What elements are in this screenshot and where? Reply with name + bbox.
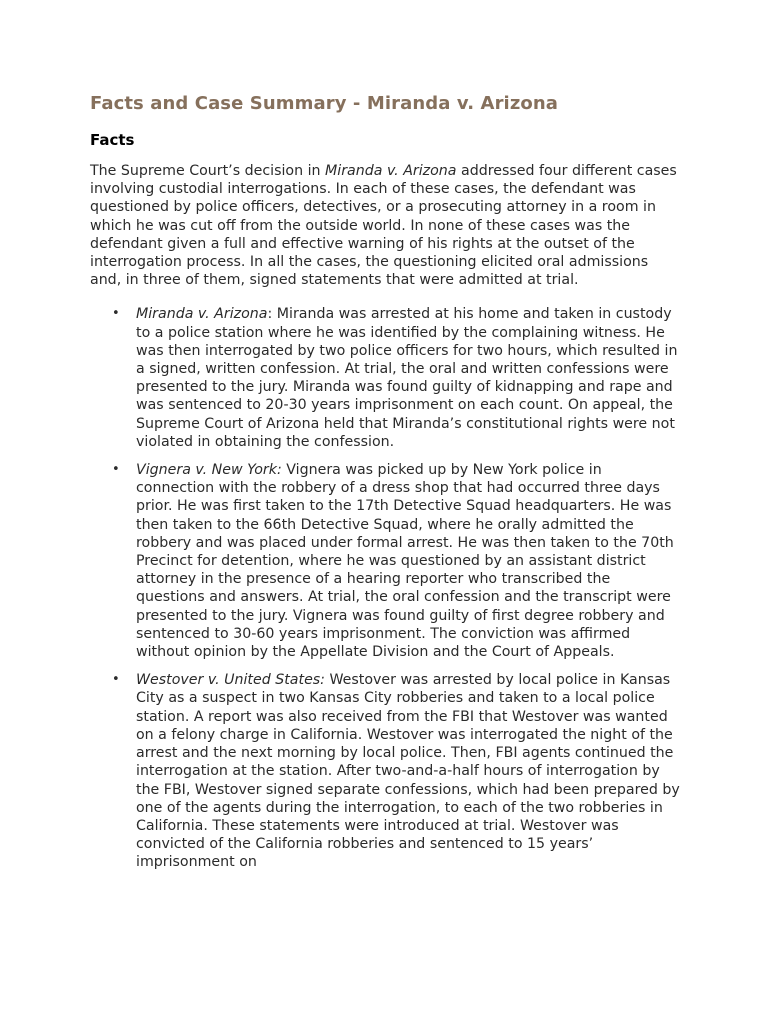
case-text: Vignera was picked up by New York police in connection with the robbery of a dress shop that had occurred three days prior. He was first taken to the 17th Detective Squad headquarters. He was then taken to the 66th Detective Squad, where he orally admitted the robbery and was placed under formal arrest. He was then taken to the 70th Precinct for detention, where he was questioned by an assistant district attorney in the presence of a hearing reporter who transcribed the questions and answers. At trial, the oral confession and the transcript were presented to the jury. Vignera was found guilty of first degree robbery and sentenced to 30-60 years imprisonment. The conviction was affirmed without opinion by the Appellate Division and the Court of Appeals. xyxy=(136,462,674,661)
intro-case-name: Miranda v. Arizona xyxy=(325,163,457,179)
case-text: : Miranda was arrested at his home and taken in custody to a police station where he was identified by the complaining witness. He was then interrogated by two police officers for two hours, which resulted in a signed, written confession. At trial, the oral and written confessions were presented to the jury. Miranda was found guilty of kidnapping and rape and was sentenced to 20-30 years imprisonment on each count. On appeal, the Supreme Court of Arizona held that Miranda’s constitutional rights were not violated in obtaining the confession. xyxy=(136,306,678,450)
case-item-westover xyxy=(90,671,682,871)
intro-paragraph xyxy=(90,162,682,289)
case-item-vignera xyxy=(90,461,682,661)
case-name: Westover v. United States: xyxy=(136,672,325,689)
case-name: Vignera v. New York: xyxy=(136,462,282,479)
bullet-point: • xyxy=(112,306,120,322)
intro-text-start: The Supreme Court’s decision in xyxy=(90,163,326,179)
bullet-point: • xyxy=(112,672,120,688)
document-title: Facts and Case Summary - Miranda v. Arizona xyxy=(90,93,559,114)
intro-text-rest: addressed four different cases involving custodial interrogations. In each of these cases, the defendant was questioned by police officers, detectives, or a prosecuting attorney in a room in which he was cut off from the outside world. In none of these cases was the defendant given a full and effective warning of his rights at the outset of the interrogation process. In all the cases, the questioning elicited oral admissions and, in three of them, signed statements that were admitted at trial. xyxy=(90,163,677,289)
section-heading-facts: Facts xyxy=(90,131,135,149)
case-list xyxy=(90,305,682,871)
bullet-point: • xyxy=(112,462,120,478)
document-page xyxy=(90,92,682,882)
case-name: Miranda v. Arizona xyxy=(136,306,268,323)
case-item-miranda xyxy=(90,305,682,451)
case-text: Westover was arrested by local police in Kansas City as a suspect in two Kansas City robberies and taken to a local police station. A report was also received from the FBI that Westover was wanted on a felony charge in California. Westover was interrogated the night of the arrest and the next morning by local police. Then, FBI agents continued the interrogation at the station. After two-and-a-half hours of interrogation by the FBI, Westover signed separate confessions, which had been prepared by one of the agents during the interrogation, to each of the two robberies in California. These statements were introduced at trial. Westover was convicted of the California robberies and sentenced to 15 years’ imprisonment on xyxy=(136,672,680,871)
